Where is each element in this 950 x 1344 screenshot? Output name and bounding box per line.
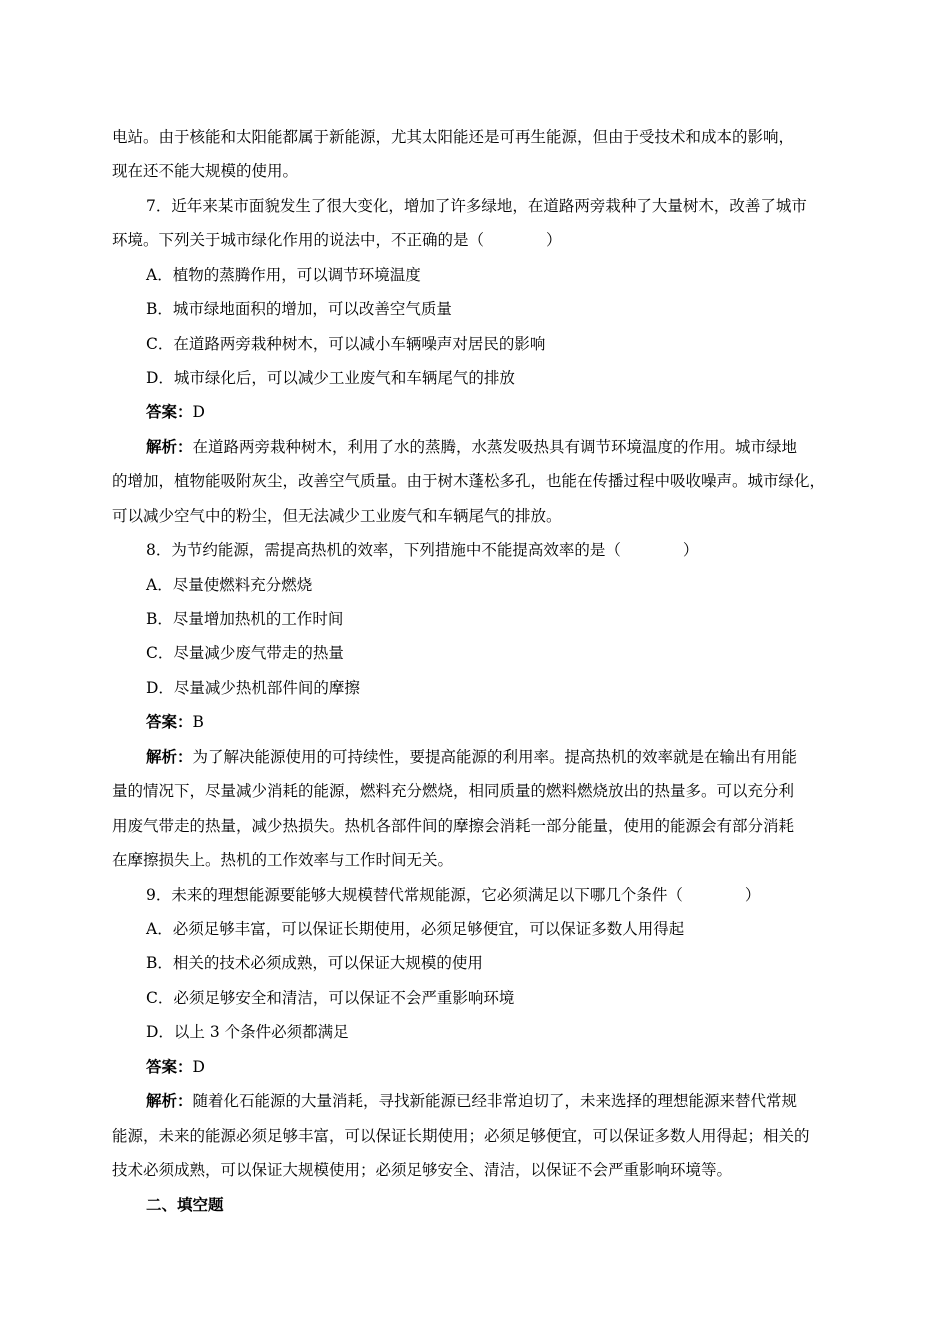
question-8-answer	[146, 711, 842, 733]
analysis-label: 解析：	[146, 437, 193, 456]
question-7-option-d: D．城市绿化后，可以减少工业废气和车辆尾气的排放	[146, 369, 515, 387]
analysis-text: 在道路两旁栽种树木，利用了水的蒸腾，水蒸发吸热具有调节环境温度的作用。城市绿地	[192, 438, 798, 456]
answer-value: B	[192, 713, 204, 731]
answer-value: D	[192, 1058, 205, 1076]
question-8-stem: 8．为节约能源，需提高热机的效率，下列措施中不能提高效率的是（ ）	[146, 541, 699, 559]
question-7-analysis	[146, 436, 842, 458]
question-7-stem: 环境。下列关于城市绿化作用的说法中，不正确的是（ ）	[112, 231, 562, 249]
question-7-stem: 7．近年来某市面貌发生了很大变化，增加了许多绿地，在道路两旁栽种了大量树木，改善了城市	[146, 197, 807, 215]
section-heading: 二、填空题	[146, 1195, 224, 1214]
question-8-option-a: A．尽量使燃料充分燃烧	[146, 576, 313, 594]
question-9-analysis-line: 能源，未来的能源必须足够丰富，可以保证长期使用；必须足够便宜，可以保证多数人用得起；相关的	[112, 1127, 810, 1145]
question-9-option-c: C．必须足够安全和清洁，可以保证不会严重影响环境	[146, 989, 515, 1007]
question-8-analysis-line: 在摩擦损失上。热机的工作效率与工作时间无关。	[112, 851, 454, 869]
answer-label: 答案：	[146, 1057, 193, 1076]
question-8-option-d: D．尽量减少热机部件间的摩擦	[146, 679, 360, 697]
question-7-option-a: A．植物的蒸腾作用，可以调节环境温度	[146, 266, 421, 284]
question-9-analysis	[146, 1090, 842, 1112]
question-7-answer	[146, 401, 842, 423]
question-8-option-c: C．尽量减少废气带走的热量	[146, 644, 344, 662]
question-8-analysis-line: 用废气带走的热量，减少热损失。热机各部件间的摩擦会消耗一部分能量，使用的能源会有部分消耗	[112, 817, 795, 835]
analysis-text: 随着化石能源的大量消耗，寻找新能源已经非常迫切了，未来选择的理想能源来替代常规	[192, 1092, 798, 1110]
question-8-option-b: B．尽量增加热机的工作时间	[146, 610, 344, 628]
answer-label: 答案：	[146, 402, 193, 421]
question-7-option-c: C．在道路两旁栽种树木，可以减小车辆噪声对居民的影响	[146, 335, 546, 353]
analysis-label: 解析：	[146, 747, 193, 766]
intro-line: 电站。由于核能和太阳能都属于新能源，尤其太阳能还是可再生能源，但由于受技术和成本的影响，	[112, 128, 795, 146]
answer-label: 答案：	[146, 712, 193, 731]
answer-value: D	[192, 403, 205, 421]
intro-line: 现在还不能大规模的使用。	[112, 162, 299, 180]
question-9-option-d: D．以上 3 个条件必须都满足	[146, 1023, 349, 1041]
question-7-option-b: B．城市绿地面积的增加，可以改善空气质量	[146, 300, 452, 318]
question-8-analysis-line: 量的情况下，尽量减少消耗的能源，燃料充分燃烧，相同质量的燃料燃烧放出的热量多。可以充分利	[112, 782, 795, 800]
question-8-analysis	[146, 746, 842, 768]
analysis-text: 为了解决能源使用的可持续性，要提高能源的利用率。提高热机的效率就是在输出有用能	[192, 748, 798, 766]
analysis-label: 解析：	[146, 1091, 193, 1110]
question-9-option-b: B．相关的技术必须成熟，可以保证大规模的使用	[146, 954, 483, 972]
question-7-analysis-line: 可以减少空气中的粉尘，但无法减少工业废气和车辆尾气的排放。	[112, 507, 562, 525]
question-9-analysis-line: 技术必须成熟，可以保证大规模使用；必须足够安全、清洁，以保证不会严重影响环境等。	[112, 1161, 733, 1179]
question-9-stem: 9．未来的理想能源要能够大规模替代常规能源，它必须满足以下哪几个条件（ ）	[146, 886, 761, 904]
question-7-analysis-line: 的增加，植物能吸附灰尘，改善空气质量。由于树木蓬松多孔，也能在传播过程中吸收噪声。城市绿化，	[112, 472, 826, 490]
question-9-answer	[146, 1056, 842, 1078]
question-9-option-a: A．必须足够丰富，可以保证长期使用，必须足够便宜，可以保证多数人用得起	[146, 920, 685, 938]
